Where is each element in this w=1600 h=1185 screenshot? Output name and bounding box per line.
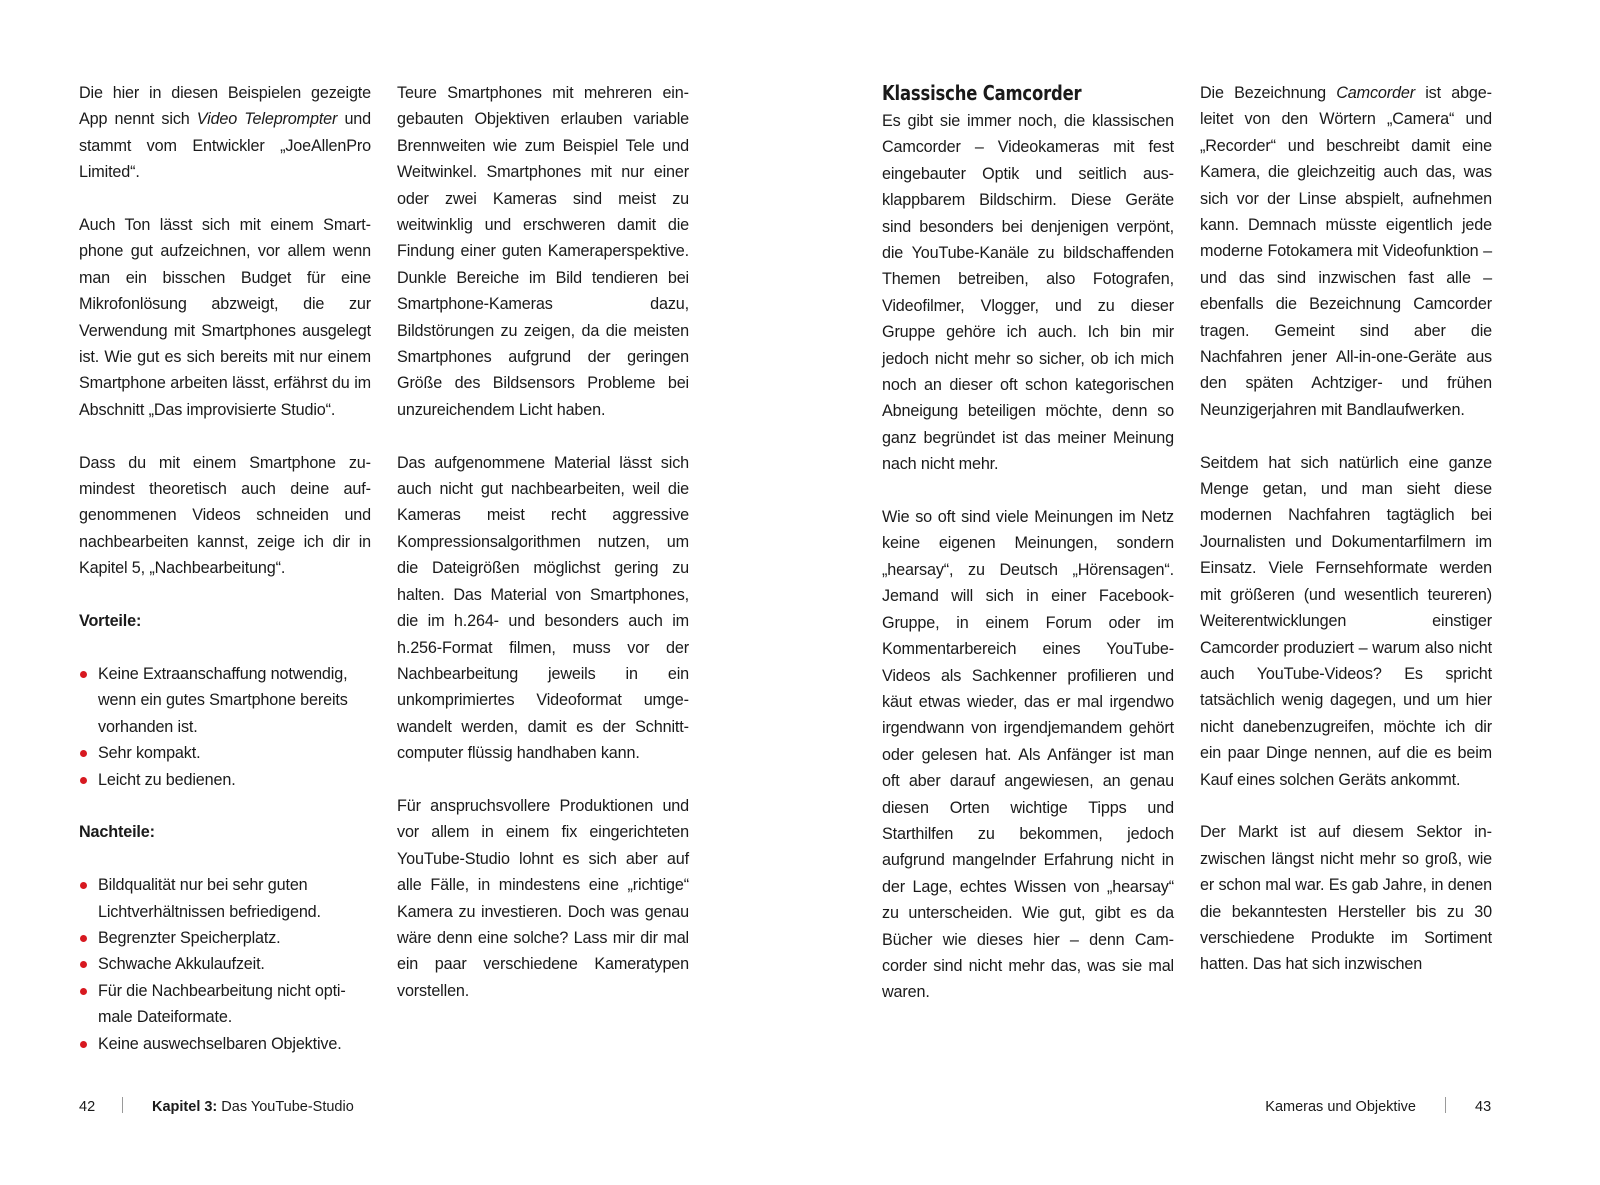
list-item: Für die Nachbearbeitung nicht optimale Dateiformate. [79,978,371,1031]
paragraph: Die Bezeichnung Camcorder ist abgeleitet von den Wörtern „Camera“ und „Recorder“ und beschreibt damit eine Kamera, die gleichzeitig auch das, was sich vor der Linse abspielt, aufnehmen kann. Demnach müsste eigentlich jede moderne Fotokamera mit Videofunktion – und das sind inzwischen fast alle – ebenfalls die Bezeichnung Camcorder tragen. Gemeint sind aber die Nachfahren jener All-in-one-Geräte aus den späten Achtziger- und frühen Neunzigerjahren mit Bandlaufwerken. [1200,84,1492,419]
right-page-column-1 [882,80,1174,1006]
paragraph: Seitdem hat sich natürlich eine ganze Menge getan, und man sieht diese modernen Nachfahren tagtäglich bei Journalisten und Dokumentarfilmern im Einsatz. Viele Fernsehformate werden mit größeren (und wesentlich teureren) Weiterentwicklungen einstiger Camcorder produziert – warum also nicht auch YouTube-Videos? Es spricht tatsächlich wenig dagegen, und um hier nicht danebenzugreifen, möchte ich dir ein paar Dinge nennen, auf die es beim Kauf eines solchen Geräts ankommt. [1200,453,1492,789]
cons-list [79,872,371,1057]
pros-list [79,661,371,793]
chapter-footer [152,1097,354,1117]
list-item: Keine Extraanschaffung notwendig, wenn ein gutes Smartphone bereits vorhanden ist. [79,661,371,740]
paragraph: Wie so oft sind viele Meinungen im Netz keine eigenen Meinungen, sondern „hearsay“, zu Deutsch „Hörensagen“. Jemand will sich in einer Facebook-Gruppe, in einem Forum oder im Kommentarbereich eines YouTube-Videos als Sachkenner profilieren und käut etwas wieder, das er mal irgendwo irgendwann von irgendjemandem gehört oder gelesen hat. Als Anfänger ist man oft aber darauf angewiesen, an genau diesen Orten wichtige Tipps und Starthilfen zu bekommen, jedoch aufgrund mangelnder Erfahrung nicht in der Lage, echtes Wissen von „hearsay“ zu unterscheiden. Wie gut, gibt es da Bücher wie dieses hier – denn Camcorder sind nicht mehr das, was sie mal waren. [882,508,1174,1002]
bullet-dot-icon [80,882,87,889]
paragraph: Auch Ton lässt sich mit einem Smartphone gut aufzeichnen, vor allem wenn man ein bisschen Budget für eine Mikrofonlösung abzweigt, die zur Verwendung mit Smartphones ausgelegt ist. Wie gut es sich bereits mit nur einem Smartphone arbeiten lässt, erfährst du im Abschnitt „Das improvisierte Studio“. [79,216,371,419]
list-item: Keine auswechselbaren Objektive. [79,1031,371,1057]
footer-separator [122,1097,123,1113]
cons-label: Nachteile: [79,823,155,842]
pros-label: Vorteile: [79,612,142,631]
chapter-title: Das YouTube-Studio [221,1099,354,1115]
bullet-dot-icon [80,750,87,757]
paragraph: Für anspruchsvollere Produktionen und vor allem in einem fix eingerichteten YouTube-Studio lohnt es sich aber auf alle Fälle, in mindestens eine „richtige“ Kamera zu investieren. Doch was genau wäre denn eine solche? Lass mir dir mal ein paar verschiedene Kameratypen vorstellen. [397,796,689,1000]
left-page-column-1 [79,80,371,1083]
list-item: Bildqualität nur bei sehr guten Lichtverhältnissen befriedigend. [79,872,371,925]
chapter-label: Kapitel 3: [152,1099,218,1115]
term: Camcorder [1336,84,1415,102]
paragraph: Dass du mit einem Smartphone zumindest theoretisch auch deine aufgenommenen Videos schneiden und nachbearbeiten kannst, zeige ich dir in Kapitel 5, „Nachbearbeitung“. [79,453,371,578]
bullet-dot-icon [80,777,87,784]
list-item: Sehr kompakt. [79,740,371,766]
paragraph: Teure Smartphones mit mehreren eingebauten Objektiven erlauben variable Brennweiten wie zum Beispiel Tele und Weitwinkel. Smartphones mit nur einer oder zwei Kameras sind meist zu weitwinklig und erschweren damit die Findung einer guten Kameraperspektive. Dunkle Bereiche im Bild tendieren bei Smartphone-Kameras dazu, Bildstörungen zu zeigen, da die meisten Smartphones aufgrund der geringen Größe des Bildsensors Probleme bei unzureichendem Licht haben. [397,84,689,419]
list-item: Begrenzter Speicherplatz. [79,925,371,951]
footer-separator [1445,1097,1446,1113]
section-footer: Kameras und Objektive [1265,1099,1416,1115]
bullet-dot-icon [80,961,87,968]
app-name: Video Teleprompter [196,110,338,129]
bullet-dot-icon [80,671,87,678]
paragraph: Der Markt ist auf diesem Sektor inzwischen längst nicht mehr so groß, wie er schon mal war. Es gab Jahre, in denen die bekanntesten Hersteller bis zu 30 verschiedene Produkte im Sortiment hatten. Das hat sich inzwischen [1200,823,1492,974]
bullet-dot-icon [80,988,87,995]
paragraph: Die hier in diesen Beispielen gezeigte App nennt sich Video Teleprompter und stammt vom Entwickler „JoeAllenPro Limited“. [79,84,371,182]
list-item: Leicht zu bedienen. [79,767,371,793]
bullet-dot-icon [80,1041,87,1048]
left-page-column-2 [397,80,689,1004]
right-page-column-2 [1200,80,1492,978]
section-heading: Klassische Camcorder [882,81,1082,105]
list-item: Schwache Akkulaufzeit. [79,951,371,977]
bullet-dot-icon [80,935,87,942]
paragraph: Es gibt sie immer noch, die klassischen Camcorder – Videokameras mit fest eingebauter Optik und seitlich ausklappbarem Bildschirm. Diese Geräte sind besonders bei denjenigen verpönt, die YouTube-Kanäle zu bildschaffenden Themen betreiben, also Fotografen, Videofilmer, Vlogger, und zu dieser Gruppe gehöre ich auch. Ich bin mir jedoch nicht mehr so sicher, ob ich mich noch an dieser oft schon kategorischen Abneigung beteiligen möchte, denn so ganz begründet ist das meiner Meinung nach nicht mehr. [882,112,1174,474]
left-page-number: 42 [79,1099,96,1115]
paragraph: Das aufgenommene Material lässt sich auch nicht gut nachbearbeiten, weil die Kameras meist recht aggressive Kompressionsalgorithmen nutzen, um die Dateigrößen möglichst gering zu halten. Das Material von Smartphones, die im h.264- und besonders auch im h.256-Format filmen, muss vor der Nachbearbeitung jeweils in ein unkomprimiertes Videoformat umgewandelt werden, damit es der Schnittcomputer flüssig handhaben kann. [397,453,689,763]
right-page-number: 43 [1475,1099,1492,1115]
